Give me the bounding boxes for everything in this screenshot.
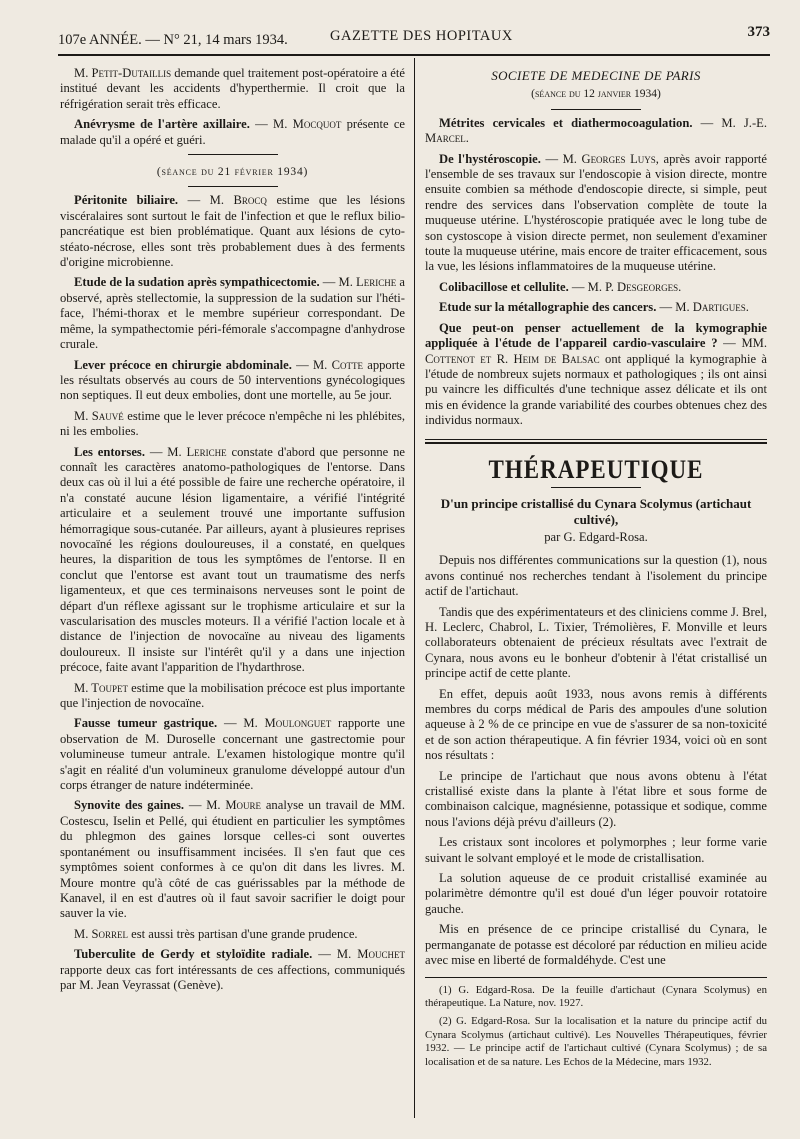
separator (188, 186, 278, 187)
paragraph: Que peut-on penser actuellement de la kymographie appliquée à l'étude de l'appareil cardio-vasculaire ? — MM. Cottenot et R. Heim de Balsac ont appliqué la kymographie à l'étude de nombreux sujets normaux et pathologiques ; ils ont ainsi pu vaincre les difficultés d'une technique assez délicate et ils ont mis en évidence la grande variabilité des courbes obtenues chez des individus normaux. (425, 320, 767, 428)
paragraph: En effet, depuis août 1933, nous avons remis à différents membres du corps médical de Paris des ampoules d'une solution aqueuse à 2 % de ce principe en vue de s'assurer de sa non-toxicité et de son action thérapeutique. A fin février 1934, voici où en sont nos résultats : (425, 686, 767, 763)
society-heading: SOCIETE DE MEDECINE DE PARIS (491, 68, 701, 83)
paragraph: Tuberculite de Gerdy et styloïdite radiale. — M. Mouchet rapporte deux cas fort intéressants de ces affections, communiqués par M. Jean Veyrassat (Genève). (60, 947, 405, 992)
paragraph: M. Petit-Dutaillis demande quel traitement post-opératoire a été institué devant les accidents d'hyperthermie. Il croit que la réfrigération serait très efficace. (60, 66, 405, 111)
footnote: (2) G. Edgard-Rosa. Sur la localisation et la nature du principe actif du Cynara Scolymus (artichaut cultivé). Les Nouvelles Thérapeutiques, février 1932. — Le principe actif de l'artichaut cultivé (Cynara Scolymus) ; de sa localisation et de sa nature. Les Echos de la Médecine, mars 1932. (425, 1015, 767, 1068)
page-header (58, 26, 770, 50)
paragraph: Métrites cervicales et diathermocoagulation. — M. J.-E. Marcel. (425, 115, 767, 146)
paragraph: Fausse tumeur gastrique. — M. Moulonguet rapporte une observation de M. Duroselle concernant une gastrectomie pour volumineuse tumeur antrale. L'examen histologique montre qu'il s'agit en réalité d'un volumineux granulome développé autour d'un corps étranger de nature indéterminée. (60, 716, 405, 793)
issue-info: 107e ANNÉE. — N° 21, 14 mars 1934. (58, 32, 288, 48)
separator (551, 109, 641, 110)
paragraph: M. Sorrel est aussi très partisan d'une grande prudence. (74, 926, 358, 941)
page-number: 373 (747, 24, 770, 40)
paragraph: Les entorses. — M. Leriche constate d'abord que personne ne connaît les caractères anatomo-pathologiques de l'entorse. Dans deux cas où il lui a été possible de faire une recherche opératoire, il n'a constaté aucune lésion ligamentaire, a vérifié l'intégrité articulaire et a seulement trouvé une importante suffusion hémorragique sous-cutanée. Par ailleurs, ayant à plusieures reprises novocaïné les régions douloureuses, il a constaté, en quelques heures, la disparition de tous les symptômes de l'entorse. Il en conclut que l'entorse est avant tout un traumatisme des nerfs ligamenteux, et que ces terminaisons nerveuses sont le point de départ d'un réflexe agissant sur le trophisme articulaire et sur la vascularisation des muscles moteurs. Il a vérifié l'action locale et à distance de l'injection de novocaïne au niveau des ligaments douloureux. Il insiste sur l'intérêt qu'il y a dans une injection précoce, faite avant l'apparition de l'hydarthrose. (60, 444, 405, 675)
paragraph: Les cristaux sont incolores et polymorphes ; leur forme varie suivant le solvant employé et le mode de cristallisation. (425, 835, 767, 865)
header-rule (58, 54, 770, 56)
separator (551, 487, 641, 488)
footnote: (1) G. Edgard-Rosa. De la feuille d'artichaut (Cynara Scolymus) en thérapeutique. La Nature, nov. 1927. (425, 983, 767, 1009)
column-divider (414, 58, 415, 1118)
article-title: D'un principe cristallisé du Cynara Scolymus (artichaut cultivé), (440, 495, 752, 527)
paragraph: Etude de la sudation après sympathicectomie. — M. Leriche a observé, après stellectomie, la suppression de la sudation sur l'héti-face, l'hémi-thorax et le membre supérieur correspondant. De même, la sympathectomie péri-fémorale s'accompagne d'anhydrose crurale. (60, 275, 405, 352)
paragraph: M. Toupet estime que la mobilisation précoce est plus importante que l'injection de novocaïne. (60, 680, 405, 711)
paragraph: Lever précoce en chirurgie abdominale. — M. Cotte apporte les résultats observés au cours de 50 interventions gynécologiques non septiques. Il eut deux embolies, dont une mortelle, au 5e jour. (60, 357, 405, 403)
paragraph: Péritonite biliaire. — M. Brocq estime que les lésions viscéralaires sont surtout le fait de l'infection et que le reflux bilio-pancréatique est bien problématique. Quant aux lésions de cyto-stéato-nécrose, elles sont très probablement dues à des ferments d'origine microbienne. (60, 193, 405, 270)
separator (188, 154, 278, 155)
section-rule (425, 439, 767, 444)
paragraph: Colibacillose et cellulite. — M. P. Desgeorges. (439, 279, 682, 294)
session-heading: (séance du 21 février 1934) (156, 166, 309, 179)
session-heading: (séance du 12 janvier 1934) (531, 88, 661, 101)
paragraph: Anévrysme de l'artère axillaire. — M. Mocquot présente ce malade qu'il a opéré et guéri. (60, 117, 406, 147)
paragraph: De l'hystéroscopie. — M. Georges Luys, après avoir rapporté l'ensemble de ses travaux sur l'endoscopie à vision directe, montre ensuite combien sa méthode d'endoscopie directe, si simple, peut rendre des services dans l'observation complète de toute la muqueuse utérine. L'hystéroscopie pratiquée avec le long tube de son cystoscope à vision directe permet, non seulement d'examiner toute la muqueuse utérine, mais encore de traiter efficacement, sous la vue, les lésions inflammatoires de la muqueuse utérine. (425, 151, 767, 274)
paragraph: Depuis nos différentes communications sur la question (1), nous avons continué nos recherches tendant à l'isolement du principe actif de l'artichaut. (425, 553, 767, 599)
section-title: THÉRAPEUTIQUE (488, 454, 704, 484)
paragraph: Mis en présence de ce principe cristallisé du Cynara, le permanganate de potasse est décoloré par réduction en milieu acide avec mise en liberté de formaldéhyde. C'est une (425, 922, 767, 968)
paragraph: La solution aqueuse de ce produit cristallisé examinée au polarimètre démontre qu'il est doué d'un léger pouvoir rotatoire gauche. (425, 871, 767, 916)
journal-title: GAZETTE DES HOPITAUX (330, 28, 513, 44)
paragraph: Synovite des gaines. — M. Moure analyse un travail de MM. Costescu, Iselin et Pellé, qui étudient en particulier les symptômes du phlegmon des gaines lorsque celles-ci sont ouvertes spontanément ou insuffisamment incisées. Il s'en faut que ces symptômes soient conformes à ce qu'on dit dans les livres. M. Moure montre qu'à côté de cas guérissables par la méthode de Kanavel, il en est d'autres où il faut savoir sacrifier le doigt pour sauver la vie. (60, 798, 405, 921)
paragraph: Tandis que des expérimentateurs et des cliniciens comme J. Brel, H. Leclerc, Chabrol, L. Tixier, Trémolières, F. Monville et leurs collaborateurs obtenaient de précieux résultats avec l'extrait de Cynara, nous avons eu le bonheur d'obtenir à l'état cristallisé un principe actif de cette plante. (425, 604, 767, 681)
paragraph: Le principe de l'artichaut que nous avons obtenu à l'état cristallisé existe dans la plante à l'état libre et sous forme de combinaison calcique, magnésienne, potassique et sodique, comme nous l'avions déjà prévu d'ailleurs (2). (425, 768, 767, 829)
right-column (425, 66, 767, 1074)
paragraph: M. Sauvé estime que le lever précoce n'empêche ni les phlébites, ni les embolies. (60, 408, 405, 439)
left-column (60, 66, 405, 998)
footnote-rule (425, 977, 767, 978)
paragraph: Etude sur la métallographie des cancers. — M. Dartigues. (439, 300, 749, 315)
article-author: par G. Edgard-Rosa. (544, 529, 648, 544)
